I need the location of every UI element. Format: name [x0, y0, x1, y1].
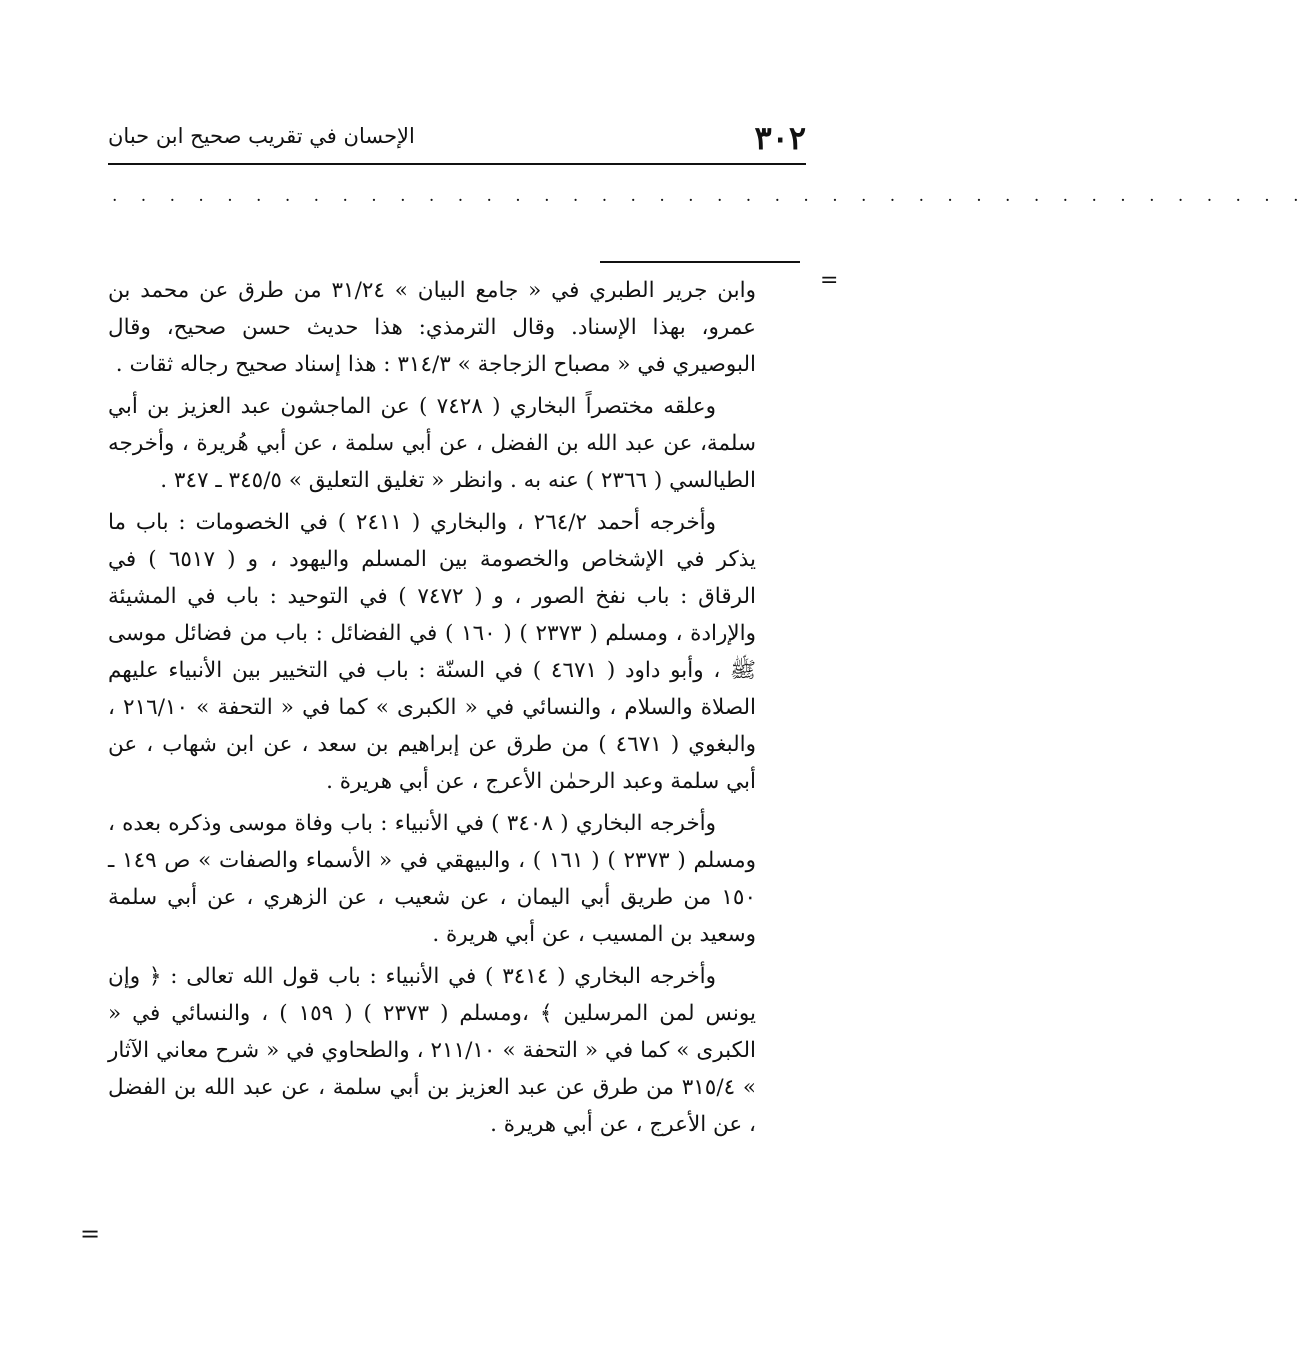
footnote-paragraph: وابن جرير الطبري في « جامع البيان » ٣١/٢٤ من طرق عن محمد بن عمرو، بهذا الإسناد. وقال الترمذي: هذا حديث حسن صحيح، وقال البوصيري في « مصباح الزجاجة » ٣١٤/٣ : هذا إسناد صحيح رجاله ثقات . — [108, 278, 756, 377]
continuation-mark-top: = — [820, 268, 839, 293]
footnote-paragraph: وأخرجه أحمد ٢٦٤/٢ ، والبخاري ( ٢٤١١ ) في الخصومات : باب ما يذكر في الإشخاص والخصومة بين المسلم واليهود ، و ( ٦٥١٧ ) في الرقاق : باب نفخ الصور ، و ( ٧٤٧٢ ) في التوحيد : باب في المشيئة والإرادة ، ومسلم ( ٢٣٧٣ ) ( ١٦٠ ) في الفضائل : باب من فضائل موسى ﷺ ، وأبو داود ( ٤٦٧١ ) في السنّة : باب في التخيير بين الأنبياء عليهم الصلاة والسلام ، والنسائي في « الكبرى » كما في « التحفة » ٢١٦/١٠ ، والبغوي ( ٤٦٧١ ) من طرق عن إبراهيم بن سعد ، عن ابن شهاب ، عن أبي سلمة وعبد الرحمٰن الأعرج ، عن أبي هريرة . — [108, 510, 756, 794]
continuation-mark-bottom: = — [80, 1220, 101, 1248]
dotted-separator: . . . . . . . . . . . . . . . . . . . . . . . . . . . . . . . . . . . . . . . . . . — [112, 186, 1308, 206]
footnote-rule — [600, 261, 800, 263]
running-title: الإحسان في تقريب صحيح ابن حبان — [108, 124, 415, 148]
page-number: ٣٠٢ — [754, 119, 806, 157]
header-rule — [108, 163, 806, 165]
footnote-paragraph: وعلقه مختصراً البخاري ( ٧٤٢٨ ) عن الماجشون عبد العزيز بن أبي سلمة، عن عبد الله بن الفضل ، عن أبي سلمة ، عن أبي هُريرة ، وأخرجه الطيالسي ( ٢٣٦٦ ) عنه به . وانظر « تغليق التعليق » ٣٤٥/٥ ـ ٣٤٧ . — [108, 394, 756, 493]
footnote-paragraph: وأخرجه البخاري ( ٣٤٠٨ ) في الأنبياء : باب وفاة موسى وذكره بعده ، ومسلم ( ٢٣٧٣ ) ( ١٦١ ) ، والبيهقي في « الأسماء والصفات » ص ١٤٩ ـ ١٥٠ من طريق أبي اليمان ، عن شعيب ، عن الزهري ، عن أبي سلمة وسعيد بن المسيب ، عن أبي هريرة . — [108, 811, 757, 947]
footnote-paragraph: وأخرجه البخاري ( ٣٤١٤ ) في الأنبياء : باب قول الله تعالى : ﴿ وإن يونس لمن المرسلين ﴾ ،ومسلم ( ٢٣٧٣ ) ( ١٥٩ ) ، والنسائي في « الكبرى » كما في « التحفة » ٢١١/١٠ ، والطحاوي في « شرح معاني الآثار » ٣١٥/٤ من طرق عن عبد العزيز بن أبي سلمة ، عن عبد الله بن الفضل ، عن الأعرج ، عن أبي هريرة . — [108, 964, 756, 1137]
footnotes-block — [108, 272, 756, 1148]
